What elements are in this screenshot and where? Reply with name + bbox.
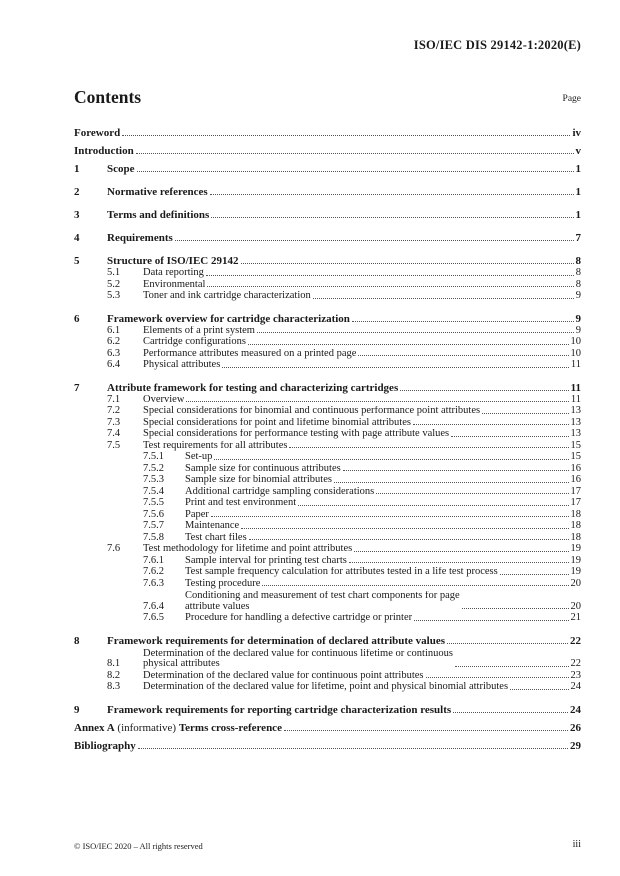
toc-entry-page: 10 — [570, 347, 581, 359]
toc-entry-number: 5.3 — [107, 290, 121, 301]
toc-entry-title-line1: Conditioning and measurement of test chart components for page — [185, 591, 460, 601]
toc-entry-number: 7.6.2 — [143, 566, 164, 577]
toc-entry[interactable] — [74, 670, 581, 682]
toc-entry[interactable] — [74, 612, 581, 624]
toc-entry-number: 8 — [74, 634, 80, 647]
table-of-contents — [74, 121, 581, 752]
toc-entry[interactable] — [74, 734, 581, 752]
toc-entry-page: 18 — [570, 531, 581, 543]
toc-entry[interactable] — [74, 451, 581, 463]
toc-entry-number: 6.3 — [107, 347, 121, 359]
toc-entry[interactable] — [74, 543, 581, 555]
toc-entry-page: 8 — [575, 267, 581, 278]
toc-entry-number: 7 — [74, 381, 80, 394]
toc-entry-page: 1 — [575, 209, 581, 221]
toc-entry[interactable] — [74, 348, 581, 360]
toc-entry[interactable] — [74, 394, 581, 406]
page-number: iii — [572, 839, 581, 850]
toc-entry-page: 9 — [575, 290, 581, 301]
toc-entry-title: Additional cartridge sampling considerations — [185, 486, 375, 497]
toc-dot-leader — [413, 424, 569, 425]
toc-entry[interactable] — [74, 716, 581, 734]
toc-entry-title: Environmental — [143, 279, 206, 290]
toc-entry-annex-label: Annex A — [74, 722, 115, 734]
toc-entry-title: Framework requirements for determination of declared attribute values — [107, 635, 445, 647]
toc-entry[interactable] — [74, 509, 581, 521]
toc-entry-page: 24 — [570, 703, 581, 716]
toc-dot-leader — [482, 413, 568, 414]
toc-entry[interactable] — [74, 647, 581, 670]
toc-entry[interactable] — [74, 698, 581, 716]
toc-entry-page: 17 — [570, 497, 581, 508]
toc-entry-title: Determination of the declared value for lifetime, point and physical binomial attributes — [143, 682, 509, 692]
toc-entry[interactable] — [74, 589, 581, 612]
toc-entry-page: 13 — [570, 428, 581, 439]
toc-dot-leader — [211, 217, 573, 218]
toc-entry[interactable] — [74, 290, 581, 302]
toc-dot-leader — [249, 539, 569, 540]
toc-entry[interactable] — [74, 203, 581, 221]
toc-entry-title: Introduction — [74, 146, 134, 157]
toc-entry[interactable] — [74, 555, 581, 567]
toc-entry-title: Terms and definitions — [107, 210, 210, 221]
toc-entry-page: 20 — [570, 577, 581, 589]
toc-entry-number: 7.6.3 — [143, 577, 164, 589]
toc-entry[interactable] — [74, 279, 581, 291]
toc-entry-number: 7.5.7 — [143, 520, 164, 531]
toc-entry-title: Paper — [185, 509, 209, 520]
toc-entry-page: 10 — [570, 336, 581, 347]
toc-dot-leader — [453, 712, 568, 713]
toc-entry-number: 6.1 — [107, 324, 121, 336]
toc-entry-annex-title: Terms cross-reference — [178, 722, 282, 734]
toc-entry-number: 7.5 — [107, 439, 121, 451]
toc-entry-title-line1: Determination of the declared value for continuous lifetime or continuous — [143, 648, 453, 659]
toc-entry[interactable] — [74, 325, 581, 337]
toc-entry-title: Normative references — [107, 187, 208, 198]
toc-entry-title: Special considerations for binomial and continuous performance point attributes — [143, 406, 481, 416]
page-column-label: Page — [562, 94, 581, 104]
toc-entry[interactable] — [74, 376, 581, 394]
toc-entry-title: Elements of a print system — [143, 325, 255, 336]
toc-dot-leader — [447, 643, 568, 644]
toc-entry-page: iv — [572, 127, 581, 139]
toc-entry-title: Print and test environment — [185, 498, 297, 508]
toc-dot-leader — [241, 263, 574, 264]
toc-entry[interactable] — [74, 474, 581, 486]
document-id: ISO/IEC DIS 29142-1:2020(E) — [413, 38, 581, 52]
toc-entry-number: 6.2 — [107, 336, 121, 347]
toc-entry[interactable] — [74, 226, 581, 244]
toc-entry-title: Test chart files — [185, 532, 247, 543]
toc-entry-title: Attribute framework for testing and characterizing cartridges — [107, 382, 399, 394]
toc-entry-number: 7.5.1 — [143, 451, 164, 462]
toc-entry[interactable] — [74, 336, 581, 348]
toc-dot-leader — [500, 574, 569, 575]
toc-entry-title: Test methodology for lifetime and point attributes — [143, 544, 353, 554]
toc-entry-title: Cartridge configurations — [143, 337, 246, 347]
contents-title: Contents — [74, 87, 142, 107]
toc-dot-leader — [358, 355, 568, 356]
toc-dot-leader — [343, 470, 569, 471]
toc-entry-title: Sample interval for printing test charts — [185, 555, 347, 566]
toc-entry-page: 11 — [570, 393, 581, 405]
toc-entry-page: 29 — [570, 739, 581, 752]
toc-dot-leader — [214, 459, 568, 460]
toc-dot-leader — [257, 332, 574, 333]
toc-entry[interactable] — [74, 681, 581, 693]
toc-entry-title: Structure of ISO/IEC 29142 — [107, 256, 239, 267]
toc-entry[interactable] — [74, 440, 581, 452]
toc-entry[interactable] — [74, 629, 581, 647]
toc-entry-page: 9 — [575, 324, 581, 336]
toc-entry-number: 7.5.6 — [143, 508, 164, 520]
toc-entry[interactable] — [74, 497, 581, 509]
toc-entry-number: 1 — [74, 163, 80, 175]
toc-entry-title: Determination of the declared value for continuous point attributes — [143, 670, 424, 681]
toc-entry-page: 8 — [575, 255, 581, 267]
toc-entry-title — [185, 591, 460, 612]
toc-dot-leader — [138, 748, 568, 749]
toc-entry[interactable] — [74, 566, 581, 578]
toc-dot-leader — [222, 367, 569, 368]
toc-entry-page: 15 — [570, 439, 581, 451]
toc-dot-leader — [206, 275, 574, 276]
toc-entry-number: 3 — [74, 209, 80, 221]
toc-entry-title: Set-up — [185, 452, 213, 462]
toc-entry-title: Toner and ink cartridge characterization — [143, 291, 311, 301]
toc-entry-number: 7.5.8 — [143, 531, 164, 543]
toc-dot-leader — [186, 401, 568, 402]
toc-entry[interactable] — [74, 520, 581, 532]
toc-entry-page: 21 — [570, 612, 581, 623]
toc-dot-leader — [455, 666, 569, 667]
toc-entry-page: 19 — [570, 554, 581, 566]
toc-entry-title: Physical attributes — [143, 360, 221, 370]
toc-entry[interactable] — [74, 405, 581, 417]
toc-entry-page: 16 — [570, 474, 581, 485]
toc-entry-number: 7.6.5 — [143, 612, 164, 623]
toc-entry-title-line2: attribute values — [185, 600, 250, 612]
toc-dot-leader — [175, 240, 574, 241]
toc-entry-number: 2 — [74, 186, 80, 198]
toc-entry[interactable] — [74, 578, 581, 590]
toc-entry-title: Foreword — [74, 128, 121, 139]
toc-entry-page: 22 — [570, 634, 581, 647]
toc-dot-leader — [510, 689, 568, 690]
toc-dot-leader — [376, 493, 568, 494]
toc-entry-annex-type: (informative) — [114, 722, 179, 734]
toc-entry[interactable] — [74, 428, 581, 440]
toc-entry-title: Requirements — [107, 233, 173, 244]
toc-entry-number: 6 — [74, 312, 80, 325]
toc-entry-page: 15 — [570, 451, 581, 462]
toc-dot-leader — [354, 551, 568, 552]
toc-entry-title: Special considerations for performance testing with page attribute values — [143, 429, 450, 439]
toc-entry-number: 7.1 — [107, 393, 121, 405]
toc-entry-title: Scope — [107, 164, 135, 175]
toc-entry-number: 7.5.4 — [143, 485, 164, 497]
toc-entry-number: 7.5.3 — [143, 474, 164, 485]
toc-entry[interactable] — [74, 249, 581, 267]
toc-dot-leader — [400, 390, 568, 391]
toc-entry-page: 19 — [570, 543, 581, 554]
toc-entry-page: 11 — [570, 359, 581, 370]
toc-entry-title: Procedure for handling a defective cartridge or printer — [185, 613, 413, 623]
toc-entry[interactable] — [74, 417, 581, 429]
toc-entry-title — [143, 649, 453, 670]
toc-entry-number: 8.1 — [107, 658, 121, 669]
toc-dot-leader — [122, 135, 570, 136]
toc-entry-page: 13 — [570, 405, 581, 416]
toc-entry-page: 20 — [570, 600, 581, 612]
toc-dot-leader — [207, 286, 573, 287]
toc-dot-leader — [241, 528, 568, 529]
toc-dot-leader — [137, 171, 574, 172]
toc-dot-leader — [248, 344, 569, 345]
toc-entry-number: 7.2 — [107, 405, 121, 416]
toc-entry-page: 23 — [570, 669, 581, 681]
toc-entry-page: 17 — [570, 485, 581, 497]
toc-entry-page: 1 — [575, 186, 581, 198]
toc-entry-number: 4 — [74, 232, 80, 244]
toc-entry[interactable] — [74, 532, 581, 544]
toc-entry-page: 16 — [570, 462, 581, 474]
toc-entry-number: 7.3 — [107, 416, 121, 428]
toc-entry-number: 8.3 — [107, 681, 121, 692]
toc-dot-leader — [334, 482, 569, 483]
toc-dot-leader — [262, 585, 568, 586]
toc-entry-title-line2: physical attributes — [143, 658, 220, 669]
toc-entry-number: 7.5.5 — [143, 497, 164, 508]
toc-entry[interactable] — [74, 463, 581, 475]
copyright-notice: © ISO/IEC 2020 – All rights reserved — [74, 841, 203, 851]
toc-dot-leader — [289, 447, 568, 448]
toc-entry-title — [74, 723, 282, 734]
toc-entry-title: Data reporting — [143, 268, 204, 278]
toc-dot-leader — [349, 562, 569, 563]
toc-dot-leader — [210, 194, 574, 195]
toc-dot-leader — [462, 608, 569, 609]
toc-entry-page: 13 — [570, 416, 581, 428]
toc-entry[interactable] — [74, 121, 581, 139]
toc-dot-leader — [451, 436, 568, 437]
toc-entry-title: Bibliography — [74, 740, 136, 752]
toc-entry[interactable] — [74, 267, 581, 279]
toc-entry[interactable] — [74, 359, 581, 371]
toc-dot-leader — [211, 516, 569, 517]
toc-entry-title: Special considerations for point and lifetime binomial attributes — [143, 417, 411, 428]
toc-entry-number: 5.1 — [107, 267, 121, 278]
toc-entry-number: 7.6 — [107, 543, 121, 554]
toc-dot-leader — [284, 730, 568, 731]
toc-dot-leader — [136, 153, 574, 154]
toc-dot-leader — [352, 321, 574, 322]
toc-entry-title: Sample size for binomial attributes — [185, 475, 332, 485]
toc-entry-number: 8.2 — [107, 669, 121, 681]
toc-entry-page: 1 — [575, 163, 581, 175]
toc-dot-leader — [298, 505, 568, 506]
toc-entry-title: Testing procedure — [185, 578, 261, 589]
toc-dot-leader — [414, 620, 568, 621]
toc-entry[interactable] — [74, 157, 581, 175]
toc-entry-title: Framework requirements for reporting cartridge characterization results — [107, 704, 452, 716]
toc-entry-page: 19 — [570, 566, 581, 577]
toc-entry[interactable] — [74, 180, 581, 198]
toc-entry-page: v — [575, 145, 581, 157]
toc-dot-leader — [426, 677, 569, 678]
toc-entry-title: Test sample frequency calculation for attributes tested in a life test process — [185, 567, 498, 577]
toc-entry-page: 24 — [570, 681, 581, 692]
toc-entry-number: 7.5.2 — [143, 462, 164, 474]
toc-entry-title: Maintenance — [185, 521, 240, 531]
toc-entry-number: 7.6.4 — [143, 600, 164, 612]
toc-entry-title: Performance attributes measured on a printed page — [143, 348, 357, 359]
toc-entry-page: 11 — [570, 381, 581, 394]
toc-entry-page: 8 — [575, 278, 581, 290]
toc-entry-number: 7.4 — [107, 428, 121, 439]
toc-entry-number: 6.4 — [107, 359, 121, 370]
toc-dot-leader — [313, 298, 574, 299]
toc-entry-number: 9 — [74, 703, 80, 716]
toc-entry[interactable] — [74, 486, 581, 498]
toc-entry-number: 5.2 — [107, 278, 121, 290]
toc-entry-title: Sample size for continuous attributes — [185, 463, 341, 474]
toc-entry-title: Framework overview for cartridge characterization — [107, 313, 350, 325]
toc-entry-number: 7.6.1 — [143, 554, 164, 566]
toc-entry-page: 9 — [575, 312, 581, 325]
toc-entry-page: 18 — [570, 520, 581, 531]
toc-entry-page: 22 — [570, 658, 581, 669]
toc-entry[interactable] — [74, 139, 581, 157]
toc-entry-title: Overview — [143, 394, 185, 405]
toc-entry-title: Test requirements for all attributes — [143, 440, 288, 451]
toc-entry-page: 26 — [570, 721, 581, 734]
toc-entry-page: 18 — [570, 508, 581, 520]
toc-entry-page: 7 — [575, 232, 581, 244]
toc-entry-number: 5 — [74, 255, 80, 267]
toc-entry[interactable] — [74, 307, 581, 325]
